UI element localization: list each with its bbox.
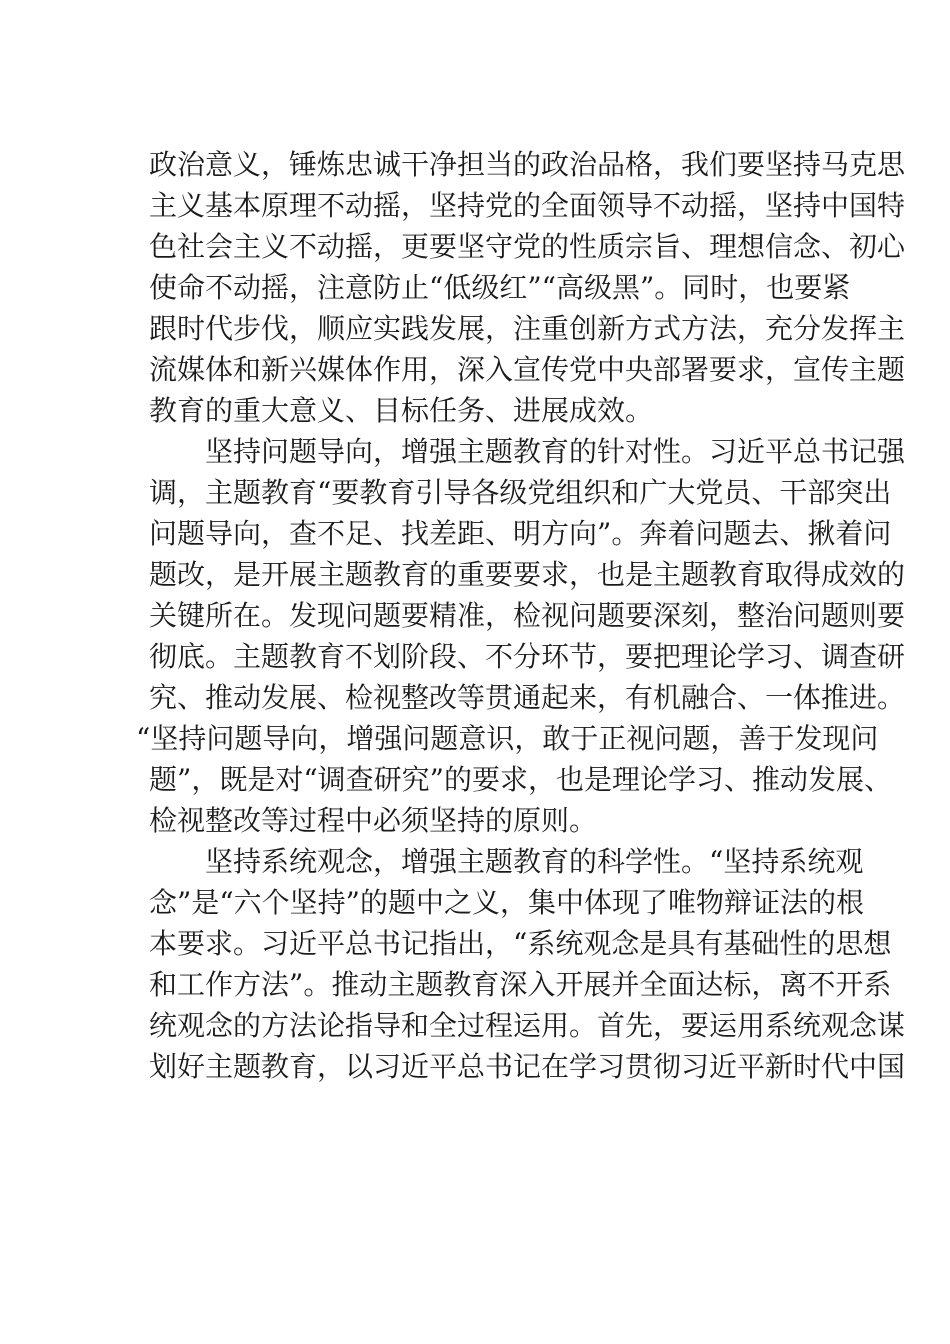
text-line: 念”是“六个坚持”的题中之义，集中体现了唯物辩证法的根: [149, 886, 864, 919]
paragraph-first-line: 坚持系统观念，增强主题教育的科学性。“坚持系统观: [205, 845, 864, 878]
text-line: 题改，是开展主题教育的重要要求，也是主题教育取得成效的: [149, 558, 906, 591]
text-line: 彻底。主题教育不划阶段、不分环节，要把理论学习、调查研: [149, 640, 906, 673]
text-line: 检视整改等过程中必须坚持的原则。: [149, 804, 598, 837]
text-line: 主义基本原理不动摇，坚持党的全面领导不动摇，坚持中国特: [149, 189, 906, 222]
text-line: 究、推动发展、检视整改等贯通起来，有机融合、一体推进。: [149, 681, 906, 714]
text-line: 跟时代步伐，顺应实践发展，注重创新方式方法，充分发挥主: [149, 312, 906, 345]
text-line: 统观念的方法论指导和全过程运用。首先，要运用系统观念谋: [149, 1009, 906, 1042]
text-line: 问题导向，查不足、找差距、明方向”。奔着问题去、揪着问: [149, 517, 892, 550]
text-line: 调，主题教育“要教育引导各级党组织和广大党员、干部突出: [149, 476, 892, 509]
text-line: 关键所在。发现问题要精准，检视问题要深刻，整治问题则要: [149, 599, 906, 632]
text-line: 色社会主义不动摇，更要坚守党的性质宗旨、理想信念、初心: [149, 230, 906, 263]
text-line: 题”，既是对“调查研究”的要求，也是理论学习、推动发展、: [149, 763, 892, 796]
text-line: 政治意义，锤炼忠诚干净担当的政治品格，我们要坚持马克思: [149, 148, 906, 181]
text-line: 使命不动摇，注意防止“低级红”“高级黑”。同时，也要紧: [149, 271, 851, 304]
text-line: “坚持问题导向，增强问题意识，敢于正视问题，善于发现问: [136, 722, 879, 755]
text-line: 本要求。习近平总书记指出，“系统观念是具有基础性的思想: [149, 927, 892, 960]
text-line: 教育的重大意义、目标任务、进展成效。: [149, 394, 654, 427]
text-line: 流媒体和新兴媒体作用，深入宣传党中央部署要求，宣传主题: [149, 353, 906, 386]
text-line: 划好主题教育，以习近平总书记在学习贯彻习近平新时代中国: [149, 1050, 906, 1083]
paragraph-first-line: 坚持问题导向，增强主题教育的针对性。习近平总书记强: [205, 435, 906, 468]
text-line: 和工作方法”。推动主题教育深入开展并全面达标，离不开系: [149, 968, 892, 1001]
